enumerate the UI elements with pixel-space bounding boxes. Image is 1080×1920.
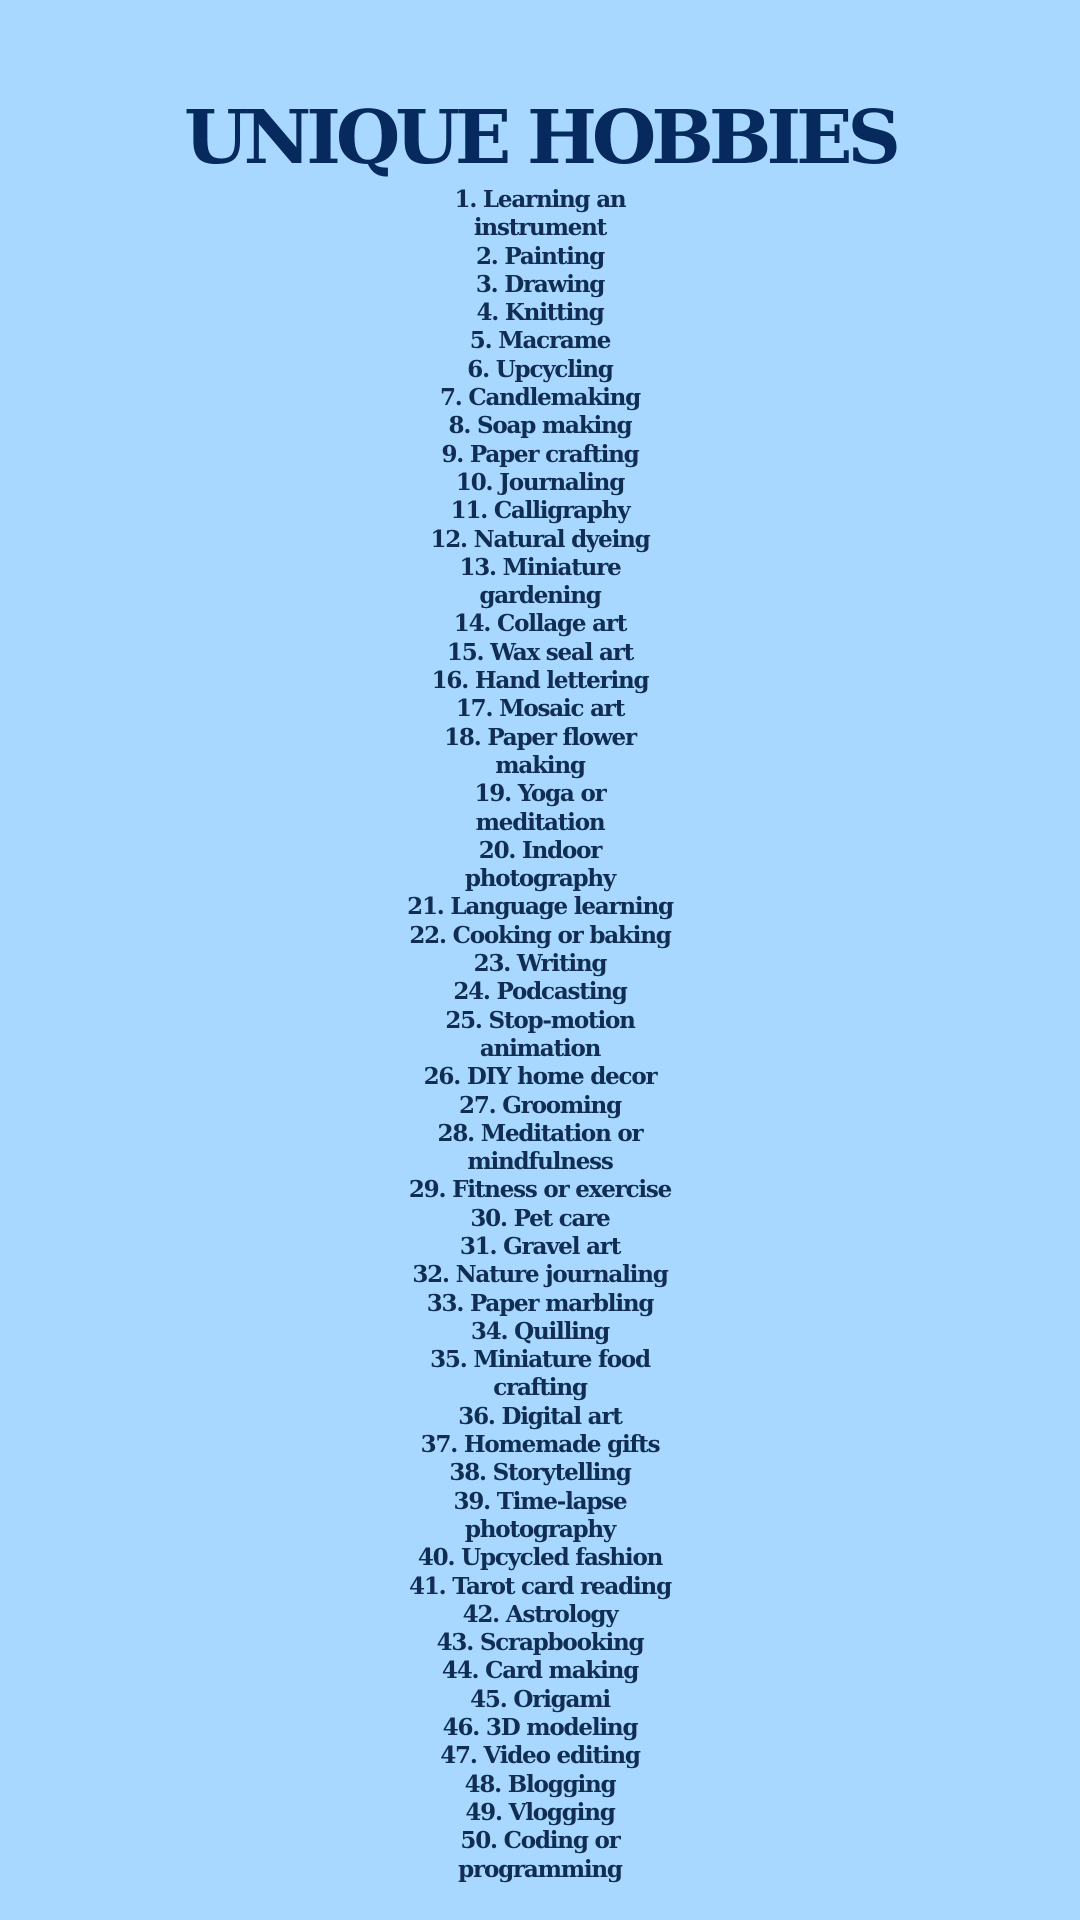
list-item: 10. Journaling [455, 468, 625, 496]
list-item: 37. Homemade gifts [420, 1431, 660, 1459]
hobby-list [0, 186, 1080, 1884]
list-item: 19. Yoga or [474, 780, 606, 808]
list-item: 47. Video editing [440, 1742, 640, 1770]
list-item: 41. Tarot card reading [409, 1572, 671, 1600]
list-item: 27. Grooming [459, 1091, 621, 1119]
list-item: 8. Soap making [448, 412, 632, 440]
list-item: crafting [493, 1374, 587, 1402]
list-item: 3. Drawing [475, 270, 605, 298]
list-item: 18. Paper flower [444, 723, 636, 751]
list-item: 22. Cooking or baking [409, 921, 671, 949]
list-item: 12. Natural dyeing [430, 525, 650, 553]
list-item: programming [458, 1855, 622, 1883]
list-item: 32. Nature journaling [412, 1261, 668, 1289]
list-item: 16. Hand lettering [431, 667, 649, 695]
list-item: 28. Meditation or [437, 1119, 643, 1147]
list-item: 38. Storytelling [449, 1459, 631, 1487]
list-item: 30. Pet care [470, 1204, 610, 1232]
list-item: 25. Stop-motion [445, 1006, 635, 1034]
list-item: making [495, 751, 585, 779]
list-item: 35. Miniature food [430, 1346, 650, 1374]
list-item: 26. DIY home decor [423, 1063, 657, 1091]
list-item: 14. Collage art [453, 610, 627, 638]
list-item: 49. Vlogging [465, 1798, 615, 1826]
list-item: 15. Wax seal art [446, 638, 634, 666]
list-item: 44. Card making [441, 1657, 639, 1685]
page-title: UNIQUE HOBBIES [184, 95, 896, 181]
list-item: 50. Coding or [460, 1827, 620, 1855]
list-item: 6. Upcycling [467, 355, 613, 383]
list-item: animation [479, 1034, 601, 1062]
list-item: 31. Gravel art [459, 1232, 621, 1260]
list-item: 48. Blogging [464, 1770, 616, 1798]
list-item: 43. Scrapbooking [436, 1629, 644, 1657]
list-item: 20. Indoor [478, 836, 602, 864]
list-item: 1. Learning an [454, 186, 626, 213]
list-item: 36. Digital art [458, 1402, 622, 1430]
list-item: 7. Candlemaking [439, 384, 641, 412]
list-item: meditation [475, 808, 605, 836]
list-item: 24. Podcasting [453, 978, 627, 1006]
list-item: gardening [479, 582, 601, 610]
list-item: 40. Upcycled fashion [417, 1544, 663, 1572]
list-item: 39. Time-lapse [453, 1487, 627, 1515]
list-item: 11. Calligraphy [450, 497, 630, 525]
list-item: 2. Painting [475, 242, 605, 270]
list-item: 34. Quilling [470, 1317, 610, 1345]
list-item: mindfulness [467, 1148, 613, 1176]
list-item: 42. Astrology [462, 1600, 618, 1628]
list-item: 45. Origami [470, 1685, 610, 1713]
list-item: 5. Macrame [469, 327, 611, 355]
list-item: 13. Miniature [459, 553, 621, 581]
list-item: photography [464, 865, 616, 893]
list-item: photography [464, 1515, 616, 1543]
list-item: 23. Writing [473, 950, 607, 978]
list-item: 4. Knitting [476, 299, 604, 327]
list-item: 46. 3D modeling [442, 1714, 638, 1742]
list-item: 9. Paper crafting [441, 440, 639, 468]
list-item: 21. Language learning [407, 893, 673, 921]
list-item: 17. Mosaic art [455, 695, 625, 723]
list-item: 29. Fitness or exercise [408, 1176, 672, 1204]
list-item: instrument [473, 214, 607, 242]
list-item: 33. Paper marbling [426, 1289, 654, 1317]
